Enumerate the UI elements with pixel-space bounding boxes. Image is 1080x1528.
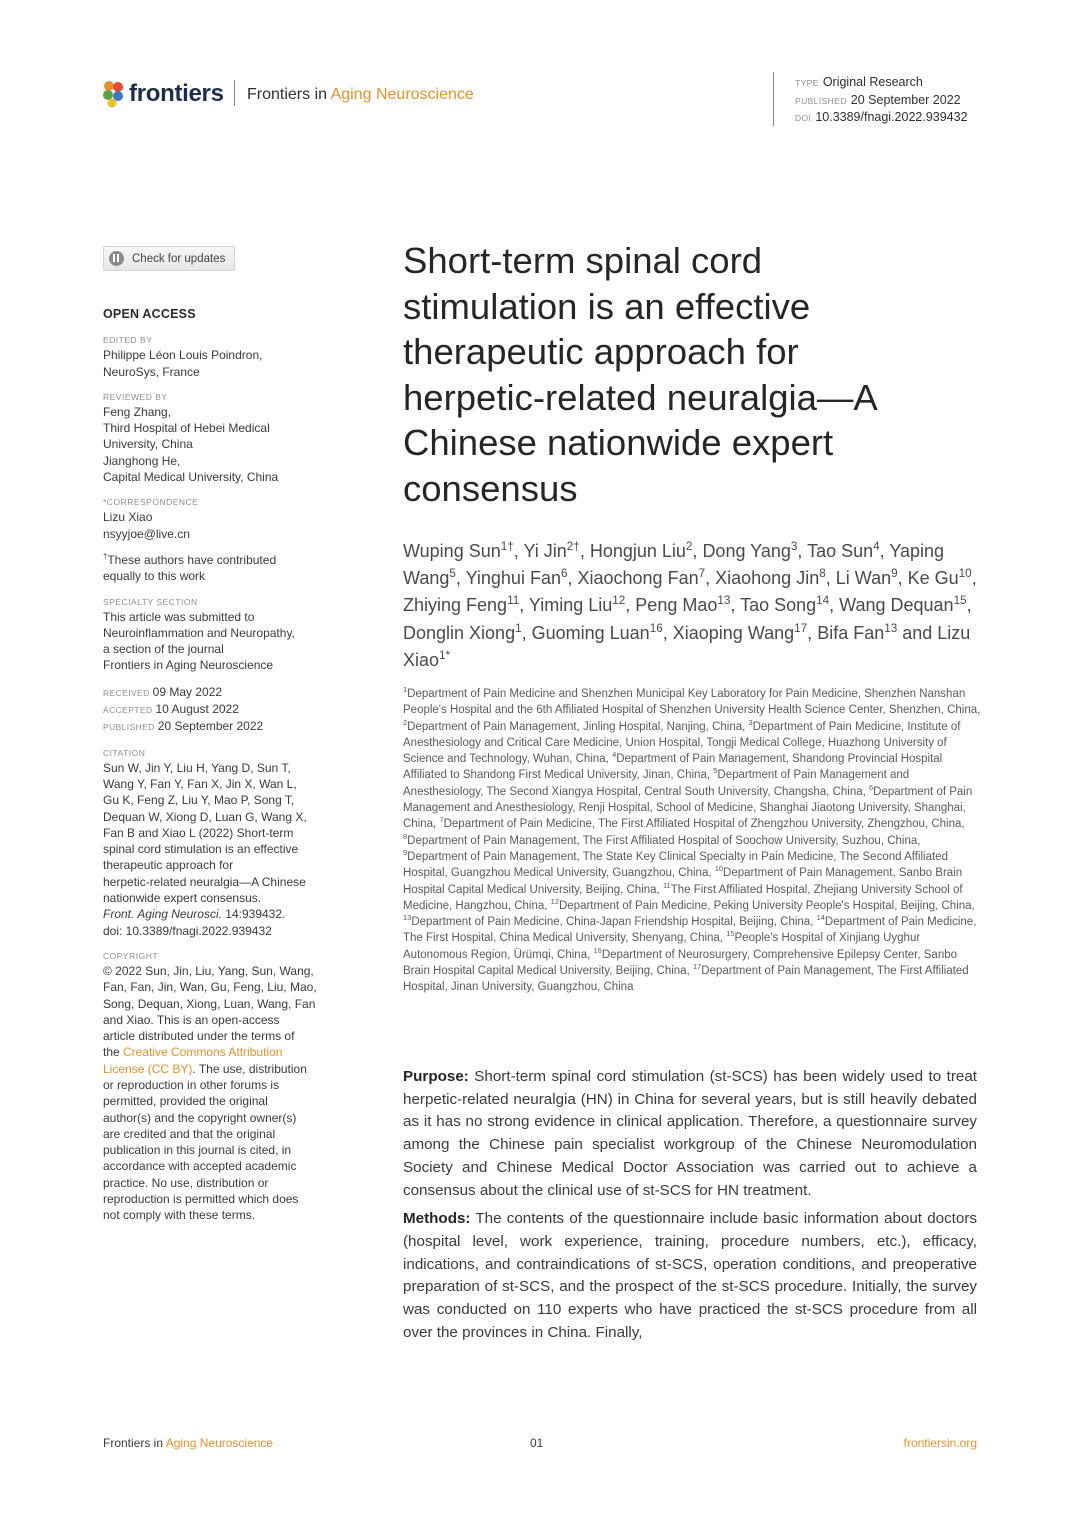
affiliation-text: Department of Pain Management, Sanbo Brain Hospital Capital Medical University, Beijing, China, (403, 867, 963, 896)
affiliation-number: 17 (692, 962, 702, 972)
copyright-text-end: . The use, distribution or reproduction in other forums is permitted, provided the original author(s) and the copyright owner(s) are credited and that the original publication in this journal is cited, in accordance with accepted academic practice. No use, distribution or reproduction is permitted which does not comply with these terms. (103, 1061, 307, 1223)
sidebar-published-value: 20 September 2022 (157, 719, 264, 734)
methods-paragraph (403, 1208, 977, 1344)
page-number: 01 (530, 1436, 544, 1450)
author-affiliation-mark: 10 (958, 567, 972, 581)
edited-by-text: Philippe Léon Louis Poindron, NeuroSys, France (103, 348, 263, 379)
affiliation-number: 7 (439, 815, 444, 825)
author-affiliation-mark: 13 (717, 594, 731, 608)
author-separator: , (625, 595, 636, 616)
author-name[interactable]: Peng Mao (635, 595, 718, 616)
reviewed-by-label: REVIEWED BY (103, 391, 168, 402)
author-separator: , (662, 622, 673, 643)
check-updates-label: Check for updates (132, 252, 226, 265)
author-affiliation-mark: 1† (500, 540, 514, 553)
author-name[interactable]: Tao Song (740, 595, 817, 616)
author-name[interactable]: Wuping Sun (403, 541, 501, 561)
affiliation-text: Department of Pain Management and Anesthesiology, The Second Xiangya Hospital, Central South University, Changsha, China, (403, 769, 910, 798)
author-name[interactable]: Zhiying Feng (403, 595, 508, 616)
reviewed-by-text: Feng Zhang, Third Hospital of Hebei Medical University, China Jianghong He, Capital Medical University, China (103, 404, 279, 485)
affiliation-number: 1 (403, 685, 408, 695)
citation-label: CITATION (103, 747, 146, 758)
affiliation-number: 4 (612, 750, 617, 760)
author-separator: , (966, 595, 972, 616)
article-meta (795, 74, 968, 127)
meta-divider (773, 72, 774, 126)
author-name[interactable]: Tao Sun (807, 541, 874, 561)
footer-journal[interactable] (103, 1436, 273, 1450)
author-name[interactable]: Xiaochong Fan (577, 568, 699, 589)
sidebar (103, 306, 328, 1234)
affiliation-text: Department of Pain Medicine, Institute of Anesthesiology and Critical Care Medicine, Union Hospital, Tongji Medical College, Huazhong University of Science and Technology, Wuhan, China, (403, 720, 961, 766)
author-affiliation-mark: 14 (816, 594, 830, 608)
author-affiliation-mark: 8 (819, 567, 826, 581)
footer-journal-name: Aging Neuroscience (165, 1436, 274, 1450)
correspondence-text[interactable]: Lizu Xiao nsyyjoe@live.cn (103, 510, 190, 541)
author-name[interactable]: Xiaoping Wang (672, 622, 795, 643)
author-affiliation-mark: 12 (612, 594, 626, 608)
author-affiliation-mark: 3 (790, 540, 798, 553)
dates-section (103, 684, 328, 736)
author-separator: , (730, 595, 741, 616)
affiliation-text: Department of Pain Management, Jinling Hospital, Nanjing, China, (407, 720, 749, 733)
frontiers-logo-icon (103, 80, 125, 108)
author-separator: , (705, 568, 716, 589)
author-affiliation-mark: 11 (507, 594, 520, 608)
equal-mark: † (103, 551, 108, 561)
affiliation-text: Department of Pain Management, The State Key Clinical Specialty in Pain Medicine, The Second Affiliated Hospital, Guangzhou Medical University, Guangzhou, China, (403, 850, 948, 880)
author-separator: , (825, 568, 836, 589)
affiliation-number: 10 (714, 864, 724, 874)
license-link[interactable]: Creative Commons Attribution License (CC BY) (103, 1045, 283, 1076)
affiliation-number: 3 (748, 717, 753, 727)
affiliation-text: Department of Pain Management, The First Affiliated Hospital of Soochow University, Suzhou, China, (407, 834, 921, 847)
article-title: Short-term spinal cord stimulation is an effective therapeutic approach for herpetic-related neuralgia—A Chinese nationwide expert consensus (403, 240, 878, 509)
author-name[interactable]: Yi Jin (523, 541, 567, 561)
affiliation-number: 5 (713, 766, 718, 776)
author-affiliation-mark: 4 (873, 540, 880, 553)
affiliation-number: 15 (726, 929, 735, 939)
author-affiliation-mark: 13 (884, 621, 898, 635)
received-label: RECEIVED (103, 687, 150, 698)
author-separator: , (971, 568, 977, 589)
check-updates-icon (109, 251, 124, 266)
citation-doi[interactable]: doi: 10.3389/fnagi.2022.939432 (103, 923, 272, 938)
frontiers-logo[interactable] (103, 78, 224, 110)
author-separator: , (579, 541, 590, 561)
footer-journal-prefix: Frontiers in (103, 1436, 166, 1450)
author-affiliation-mark: 2 (685, 540, 693, 553)
author-separator: , (829, 595, 840, 616)
methods-text: The contents of the questionnaire include basic information about doctors (hospital level, work experience, training, procedure numbers, etc.), efficacy, indications, and contraindications of st-SCS, operation conditions, and preoperative preparation of st-SCS, and the prospect of the st-SCS procedure. Initially, the survey was conducted on 110 experts who have practiced the st-SCS procedure from all over the provinces in China. Finally, (403, 1210, 977, 1341)
author-separator: , (521, 622, 532, 643)
affiliation-number: 12 (550, 897, 559, 907)
affiliation-number: 16 (593, 945, 602, 955)
received-value: 09 May 2022 (152, 684, 223, 699)
author-name[interactable]: Yinghui Fan (465, 568, 561, 589)
author-affiliation-mark: 7 (698, 567, 706, 581)
affiliation-number: 8 (403, 831, 408, 841)
author-separator: , (513, 541, 524, 561)
journal-prefix: Frontiers in (247, 86, 331, 103)
author-name[interactable]: Dong Yang (702, 541, 791, 561)
equal-contribution-text: These authors have contributed equally to this work (103, 552, 277, 584)
specialty-text: This article was submitted to Neuroinflammation and Neuropathy, a section of the journal Frontiers in Aging Neuroscience (103, 609, 295, 673)
equal-contribution-note (103, 552, 328, 585)
author-name[interactable]: Ke Gu (907, 568, 959, 589)
affiliation-text: Department of Pain Medicine, Peking University People's Hospital, Beijing, China, (558, 899, 975, 912)
author-name[interactable]: Li Wan (835, 568, 892, 589)
author-separator: , (567, 568, 578, 589)
logo-wordmark: frontiers (129, 80, 224, 107)
author-name[interactable]: Bifa Fan (817, 622, 885, 643)
author-affiliation-mark: 1 (515, 621, 522, 635)
accepted-label: ACCEPTED (103, 705, 153, 716)
author-affiliation-mark: 17 (794, 621, 808, 635)
author-affiliation-mark: 5 (449, 567, 456, 581)
methods-label: Methods: (403, 1210, 471, 1228)
edited-by-label: EDITED BY (103, 335, 153, 346)
author-name[interactable]: Guoming Luan (531, 622, 650, 643)
journal-name: Aging Neuroscience (330, 86, 474, 103)
correspondence-section (103, 495, 328, 542)
copyright-section (103, 949, 328, 1224)
author-affiliation-mark: 9 (891, 567, 898, 581)
reviewed-by-section (103, 390, 328, 485)
citation-volume: 14:939432. (221, 907, 286, 922)
doi-label: DOI (795, 113, 812, 123)
author-list (403, 538, 983, 674)
author-separator: , (692, 541, 703, 561)
affiliation-text: Department of Pain Medicine and Shenzhen Municipal Key Laboratory for Pain Medicine, Shenzhen Nanshan People's Hospital and the 6th Affiliated Hospital of Shenzhen University Health Science Center, Shenzhen, China, (403, 688, 981, 717)
author-name[interactable]: Hongjun Liu (589, 541, 686, 561)
author-separator: and (897, 622, 938, 643)
type-label: TYPE (795, 78, 819, 88)
specialty-section (103, 595, 328, 674)
affiliation-text: Department of Pain Management and Anesthesiology, Renji Hospital, School of Medicine, Shanghai Jiaotong University, Shanghai, China, (403, 785, 973, 831)
copyright-label: COPYRIGHT (103, 950, 159, 961)
published-label: PUBLISHED (795, 95, 847, 106)
author-separator: , (807, 622, 818, 643)
affiliation-text: Department of Pain Management, The First Affiliated Hospital, Jinan University, Guangzhou, China (403, 965, 969, 994)
author-separator: , (455, 568, 466, 589)
author-affiliation-mark: 1* (439, 648, 451, 662)
affiliation-text: Department of Neurosurgery, Comprehensive Epilepsy Center, Sanbo Brain Hospital Capital Medical University, Beijing, China, (403, 948, 958, 978)
author-separator: , (519, 595, 529, 616)
type-value: Original Research (822, 75, 923, 89)
affiliation-number: 14 (816, 913, 825, 923)
citation-text: Sun W, Jin Y, Liu H, Yang D, Sun T, Wang Y, Fan Y, Fan X, Jin X, Wan L, Gu K, Feng Z, Liu Y, Mao P, Song T, Dequan W, Xiong D, Luan G, Wang X, Fan B and Xiao L (2022) Short-term spinal cord stimulation is an effective therapeutic approach for herpetic-related neuralgia—A Chinese nationwide expert consensus. (103, 760, 307, 906)
correspondence-label: *CORRESPONDENCE (103, 497, 199, 508)
sidebar-published-label: PUBLISHED (103, 722, 155, 733)
specialty-label: SPECIALTY SECTION (103, 596, 198, 607)
author-name[interactable]: Yaping Wang (403, 541, 945, 589)
footer-site-link[interactable]: frontiersin.org (903, 1436, 977, 1450)
doi-value[interactable]: 10.3389/fnagi.2022.939432 (815, 110, 968, 124)
author-separator: , (797, 541, 808, 561)
affiliation-text: Department of Pain Medicine, China-Japan Friendship Hospital, Beijing, China, (411, 916, 817, 929)
affiliation-text: Department of Pain Management, Shandong Provincial Hospital Affiliated to Shandong First Medical University, Jinan, China, (403, 753, 943, 782)
affiliation-text: Department of Pain Medicine, The First Affiliated Hospital of Zhengzhou University, Zhengzhou, China, (443, 818, 965, 831)
header-divider (234, 80, 235, 106)
author-affiliation-mark: 16 (649, 621, 663, 635)
journal-title[interactable] (247, 86, 474, 104)
purpose-text: Short-term spinal cord stimulation (st-SCS) has been widely used to treat herpetic-related neuralgia (HN) in China for several years, but is still heavily debated as it has no strong evidence in clinical application. Therefore, a questionnaire survey among the Chinese pain specialist workgroup of the Chinese Neuromodulation Society and Chinese Medical Doctor Association was carried out to achieve a consensus about the clinical use of st-SCS for HN treatment. (403, 1068, 977, 1199)
affiliation-text: Department of Pain Medicine, The First Hospital, China Medical University, Shenyang, China, (403, 916, 977, 945)
author-name[interactable]: Xiaohong Jin (715, 568, 820, 589)
author-separator: , (897, 568, 908, 589)
purpose-label: Purpose: (403, 1068, 469, 1085)
affiliation-number: 13 (403, 913, 412, 923)
author-name[interactable]: Wang Dequan (839, 595, 954, 616)
affiliation-number: 6 (869, 782, 874, 792)
open-access-label: OPEN ACCESS (103, 307, 196, 321)
affiliation-text: The First Affiliated Hospital, Zhejiang University School of Medicine, Hangzhou, China, (403, 883, 963, 912)
author-name[interactable]: Yiming Liu (528, 595, 613, 616)
affiliation-number: 11 (662, 880, 671, 890)
purpose-paragraph (403, 1066, 977, 1202)
citation-journal: Front. Aging Neurosci. (103, 907, 222, 922)
author-affiliation-mark: 6 (560, 567, 568, 581)
abstract (403, 1066, 977, 1350)
citation-section (103, 746, 328, 939)
edited-by-section (103, 333, 328, 380)
copyright-text-start: © 2022 Sun, Jin, Liu, Yang, Sun, Wang, Fan, Fan, Jin, Wan, Gu, Feng, Liu, Mao, Song, Dequan, Xiong, Luan, Wang, Fan and Xiao. This is an open-access article distributed under the terms of the (103, 963, 317, 1060)
affiliation-number: 2 (403, 717, 408, 727)
author-affiliation-mark: 2† (566, 540, 580, 553)
author-affiliation-mark: 15 (953, 594, 967, 608)
affiliations (403, 686, 983, 996)
accepted-value: 10 August 2022 (155, 702, 239, 717)
author-name[interactable]: Lizu Xiao (403, 622, 971, 670)
affiliation-number: 9 (403, 848, 408, 858)
published-value: 20 September 2022 (850, 92, 961, 107)
author-separator: , (879, 541, 890, 561)
affiliation-text: People's Hospital of Xinjiang Uyghur Autonomous Region, Ürümqi, China, (403, 932, 921, 961)
check-for-updates-button[interactable] (103, 246, 235, 271)
author-name[interactable]: Donglin Xiong (403, 622, 516, 643)
